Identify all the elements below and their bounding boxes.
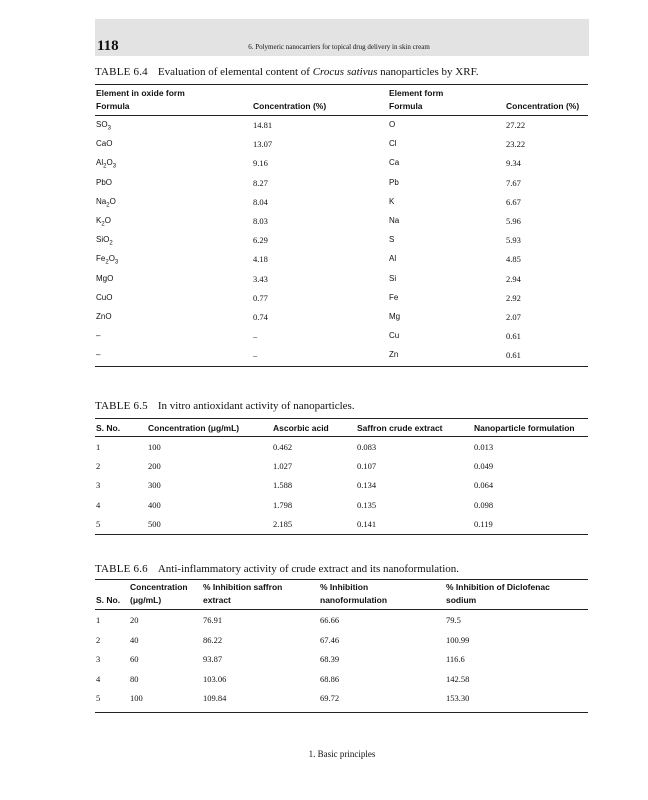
serial-number: 3 — [96, 654, 101, 664]
column-header: Concentration (%) — [506, 101, 580, 111]
formula-part: Al — [96, 158, 104, 167]
page-footer: 1. Basic principles — [308, 749, 376, 759]
inhibition-saffron-extract: 103.06 — [203, 674, 227, 684]
element-formula: Mg — [389, 312, 401, 321]
inhibition-saffron-extract: 93.87 — [203, 654, 223, 664]
formula-subscript: 2 — [109, 240, 113, 247]
oxide-concentration: 3.43 — [253, 274, 268, 284]
table-6-5-caption — [95, 400, 355, 412]
nanoparticle-formulation: 0.119 — [474, 519, 493, 529]
concentration: 300 — [148, 480, 161, 490]
concentration: 60 — [130, 654, 139, 664]
nanoparticle-formulation: 0.013 — [474, 442, 494, 452]
formula-part: MgO — [96, 274, 114, 283]
element-concentration: 5.96 — [506, 216, 521, 226]
column-header: S. No. — [96, 595, 121, 605]
table-rule-bottom — [95, 712, 588, 713]
formula-part: PbO — [96, 178, 113, 187]
formula-part: O — [109, 197, 116, 206]
inhibition-nanoformulation: 68.39 — [320, 654, 340, 664]
oxide-formula — [96, 216, 111, 228]
element-concentration: 2.07 — [506, 312, 521, 322]
serial-number: 1 — [96, 442, 101, 452]
column-header: extract — [203, 595, 231, 605]
column-header: nanoformulation — [320, 595, 388, 605]
concentration: 100 — [148, 442, 161, 452]
column-header: Nanoparticle formulation — [474, 423, 575, 433]
inhibition-diclofenac: 100.99 — [446, 635, 470, 645]
column-header: Saffron crude extract — [357, 423, 443, 433]
serial-number: 1 — [96, 615, 101, 625]
concentration: 80 — [130, 674, 139, 684]
formula-subscript: 3 — [112, 163, 117, 170]
ascorbic-acid: 2.185 — [273, 519, 293, 529]
column-header: % Inhibition saffron — [203, 582, 283, 592]
column-header: % Inhibition — [320, 582, 369, 592]
table-rule-top — [95, 84, 588, 85]
table-label: TABLE 6.5 — [95, 400, 148, 412]
formula-subscript: 2 — [105, 259, 109, 266]
oxide-concentration: 13.07 — [253, 139, 273, 149]
nanoparticle-formulation: 0.098 — [474, 500, 494, 510]
oxide-formula — [96, 178, 112, 187]
element-formula: Na — [389, 216, 400, 225]
column-header: Formula — [96, 101, 130, 111]
formula-part: SiO — [96, 235, 110, 244]
element-concentration: 9.34 — [506, 158, 521, 168]
inhibition-nanoformulation: 68.86 — [320, 674, 340, 684]
ascorbic-acid: 0.462 — [273, 442, 293, 452]
nanoparticle-formulation: 0.049 — [474, 461, 494, 471]
ascorbic-acid: 1.798 — [273, 500, 293, 510]
oxide-formula — [96, 235, 113, 247]
saffron-crude-extract: 0.141 — [357, 519, 377, 529]
nanoparticle-formulation: 0.064 — [474, 480, 494, 490]
inhibition-diclofenac: 116.6 — [446, 654, 465, 664]
running-head: 6. Polymeric nanocarriers for topical drug delivery in skin cream — [248, 43, 430, 51]
oxide-concentration: – — [253, 350, 258, 360]
element-formula: K — [389, 197, 395, 206]
formula-part: – — [96, 350, 101, 359]
table-label: TABLE 6.6 — [95, 563, 148, 575]
inhibition-diclofenac: 79.5 — [446, 615, 461, 625]
table-title-post: nanoparticles by XRF. — [377, 66, 479, 78]
element-formula: Cl — [389, 139, 397, 148]
formula-part: O — [106, 158, 113, 167]
table-rule-bottom — [95, 534, 588, 535]
oxide-concentration: 6.29 — [253, 235, 268, 245]
table-rule-top — [95, 418, 588, 419]
saffron-crude-extract: 0.134 — [357, 480, 377, 490]
element-formula: Ca — [389, 158, 400, 167]
element-concentration: 0.61 — [506, 331, 521, 341]
inhibition-nanoformulation: 69.72 — [320, 693, 340, 703]
inhibition-diclofenac: 142.58 — [446, 674, 470, 684]
concentration: 200 — [148, 461, 161, 471]
oxide-concentration: 8.03 — [253, 216, 268, 226]
table-rule-header — [95, 609, 588, 610]
element-concentration: 27.22 — [506, 120, 526, 130]
oxide-formula — [96, 274, 113, 283]
formula-part: CaO — [96, 139, 113, 148]
element-concentration: 6.67 — [506, 197, 521, 207]
formula-subscript: 2 — [103, 163, 107, 170]
table-6-4-caption — [95, 66, 479, 78]
element-formula: Pb — [389, 178, 399, 187]
oxide-concentration: 8.27 — [253, 178, 268, 188]
serial-number: 2 — [96, 461, 101, 471]
inhibition-nanoformulation: 66.66 — [320, 615, 340, 625]
ascorbic-acid: 1.027 — [273, 461, 293, 471]
oxide-formula — [96, 350, 100, 359]
formula-part: ZnO — [96, 312, 112, 321]
page-number: 118 — [97, 38, 119, 54]
formula-part: Fe — [96, 254, 106, 263]
element-formula: O — [389, 120, 396, 129]
formula-subscript: 3 — [114, 259, 119, 266]
formula-part: O — [108, 254, 115, 263]
oxide-concentration: 8.04 — [253, 197, 268, 207]
serial-number: 4 — [96, 500, 101, 510]
column-header: % Inhibition of Diclofenac — [446, 582, 550, 592]
inhibition-saffron-extract: 109.84 — [203, 693, 227, 703]
concentration: 500 — [148, 519, 161, 529]
column-header: sodium — [446, 595, 477, 605]
column-header: Formula — [389, 101, 423, 111]
oxide-formula — [96, 331, 100, 340]
element-concentration: 0.61 — [506, 350, 521, 360]
oxide-formula — [96, 120, 111, 132]
saffron-crude-extract: 0.135 — [357, 500, 377, 510]
table-rule-header — [95, 115, 588, 116]
concentration: 400 — [148, 500, 161, 510]
table-title-pre: Evaluation of elemental content of — [157, 66, 313, 78]
serial-number: 5 — [96, 693, 101, 703]
serial-number: 4 — [96, 674, 101, 684]
column-header: Ascorbic acid — [273, 423, 329, 433]
inhibition-nanoformulation: 67.46 — [320, 635, 340, 645]
table-title-italic: Crocus sativus — [312, 66, 378, 78]
formula-part: CuO — [96, 293, 113, 302]
concentration: 40 — [130, 635, 139, 645]
column-header: Concentration — [130, 582, 188, 592]
element-concentration: 2.94 — [506, 274, 521, 284]
oxide-formula — [96, 139, 112, 148]
element-formula: S — [389, 235, 395, 244]
column-header: S. No. — [96, 423, 121, 433]
oxide-formula — [96, 197, 116, 209]
element-concentration: 7.67 — [506, 178, 521, 188]
element-formula: Zn — [389, 350, 399, 359]
formula-part: – — [96, 331, 101, 340]
oxide-formula — [96, 312, 112, 321]
element-concentration: 4.85 — [506, 254, 521, 264]
oxide-concentration: 0.77 — [253, 293, 268, 303]
element-concentration: 2.92 — [506, 293, 521, 303]
inhibition-diclofenac: 153.30 — [446, 693, 470, 703]
element-concentration: 5.93 — [506, 235, 521, 245]
table-6-6-caption — [95, 563, 459, 575]
serial-number: 3 — [96, 480, 101, 490]
serial-number: 2 — [96, 635, 101, 645]
table-rule-top — [95, 579, 588, 580]
column-header: (μg/mL) — [130, 595, 162, 605]
concentration: 100 — [130, 693, 143, 703]
oxide-formula — [96, 254, 118, 266]
element-formula: Si — [389, 274, 397, 283]
table-label: TABLE 6.4 — [95, 66, 148, 78]
concentration: 20 — [130, 615, 139, 625]
formula-part: K — [96, 216, 102, 225]
column-header: Element form — [389, 88, 444, 98]
inhibition-saffron-extract: 86.22 — [203, 635, 223, 645]
table-title: In vitro antioxidant activity of nanoparticles. — [157, 400, 355, 412]
formula-part: O — [104, 216, 111, 225]
formula-subscript: 3 — [107, 125, 111, 132]
oxide-concentration: 9.16 — [253, 158, 268, 168]
table-rule-header — [95, 436, 588, 437]
inhibition-saffron-extract: 76.91 — [203, 615, 223, 625]
formula-part: SO — [96, 120, 108, 129]
formula-subscript: 2 — [106, 202, 110, 209]
column-header: Element in oxide form — [96, 88, 185, 98]
oxide-concentration: – — [253, 331, 258, 341]
element-concentration: 23.22 — [506, 139, 526, 149]
oxide-formula — [96, 158, 116, 170]
element-formula: Fe — [389, 293, 399, 302]
oxide-concentration: 4.18 — [253, 254, 268, 264]
saffron-crude-extract: 0.107 — [357, 461, 377, 471]
saffron-crude-extract: 0.083 — [357, 442, 377, 452]
ascorbic-acid: 1.588 — [273, 480, 293, 490]
oxide-concentration: 0.74 — [253, 312, 268, 322]
table-rule-bottom — [95, 366, 588, 367]
serial-number: 5 — [96, 519, 101, 529]
element-formula: Al — [389, 254, 397, 263]
formula-part: Na — [96, 197, 107, 206]
column-header: Concentration (%) — [253, 101, 327, 111]
element-formula: Cu — [389, 331, 400, 340]
table-title: Anti-inflammatory activity of crude extract and its nanoformulation. — [157, 563, 460, 575]
column-header: Concentration (μg/mL) — [148, 423, 240, 433]
formula-subscript: 2 — [101, 221, 105, 228]
oxide-formula — [96, 293, 112, 302]
oxide-concentration: 14.81 — [253, 120, 273, 130]
